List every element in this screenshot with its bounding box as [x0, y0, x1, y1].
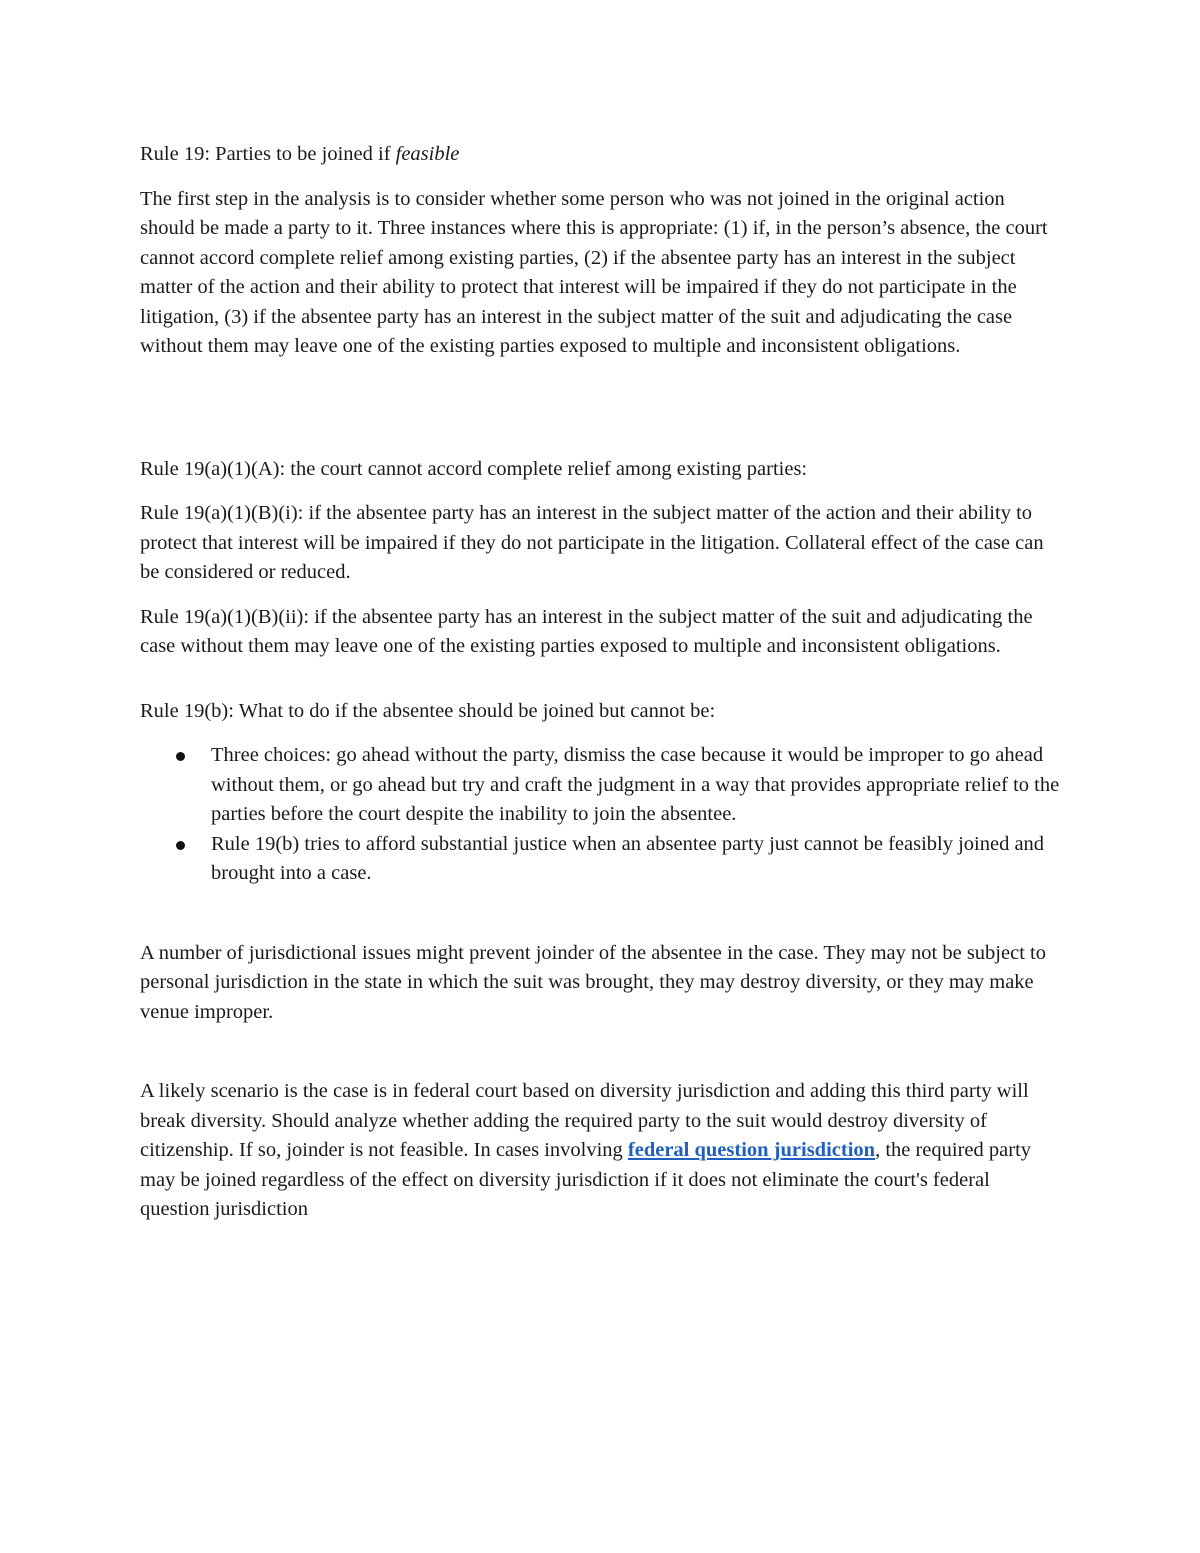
federal-question-jurisdiction-link[interactable]: federal question jurisdiction — [627, 1139, 876, 1161]
list-item-text: Three choices: go ahead without the party, dismiss the case because it would be improper to go ahead without them, or go ahead but try and craft the judgment in a way that provides appropriate relief to the parties before the court despite the inability to join the absentee. — [211, 744, 1060, 825]
document-page — [140, 140, 1062, 1240]
heading-prefix: Rule 19: Parties to be joined if — [140, 143, 396, 165]
rule-19-a-1-B-ii: Rule 19(a)(1)(B)(ii): if the absentee party has an interest in the subject matter of the suit and adjudicating the case without them may leave one of the existing parties exposed to multiple and inconsistent obligations. — [140, 605, 1033, 657]
bullet-icon — [176, 841, 185, 850]
blank-space — [140, 677, 1062, 697]
jurisdiction-paragraph: A number of jurisdictional issues might prevent joinder of the absentee in the case. They may not be subject to personal jurisdiction in the state in which the suit was brought, they may destroy diversity, or they may make venue improper. — [140, 941, 1046, 1023]
rule-19-b-heading: Rule 19(b): What to do if the absentee should be joined but cannot be: — [140, 699, 716, 722]
list-item — [211, 741, 1062, 830]
rule-19-a-1-B-i: Rule 19(a)(1)(B)(i): if the absentee party has an interest in the subject matter of the action and their ability to protect that interest will be impaired if they do not participate in the litigation. Collateral effect of the case can be considered or reduced. — [140, 502, 1044, 583]
blank-space — [140, 904, 1062, 939]
heading-rule-19 — [140, 140, 1062, 170]
list-item — [211, 830, 1062, 889]
heading-emphasis: feasible — [395, 143, 460, 165]
scenario-paragraph — [140, 1077, 1062, 1225]
scenario-text-after-link: , the required party may be joined regardless of the effect on diversity jurisdiction if it does not eliminate the court's federal question jurisdiction — [140, 1139, 1032, 1220]
rule-19-a-1-A: Rule 19(a)(1)(A): the court cannot accord complete relief among existing parties: — [140, 457, 808, 480]
intro-paragraph: The first step in the analysis is to consider whether some person who was not joined in the original action should be made a party to it. Three instances where this is appropriate: (1) if, in the person’s absence, the court cannot accord complete relief among existing parties, (2) if the absentee party has an interest in the subject matter of the action and their ability to protect that interest will be impaired if they do not participate in the litigation, (3) if the absentee party has an interest in the subject matter of the suit and adjudicating the case without them may leave one of the existing parties exposed to multiple and inconsistent obligations. — [140, 187, 1048, 357]
rule-19-b-bullet-list — [140, 741, 1062, 889]
bullet-icon — [176, 752, 185, 761]
scenario-text-before-link: A likely scenario is the case is in federal court based on diversity jurisdiction and adding this third party will break diversity. Should analyze whether adding the required party to the suit would destroy diversity of citizenship. If so, joinder is not feasible. In cases involving — [140, 1080, 1029, 1161]
blank-space — [140, 377, 1062, 455]
list-item-text: Rule 19(b) tries to afford substantial justice when an absentee party just cannot be feasibly joined and brought into a case. — [211, 832, 1045, 884]
blank-space — [140, 1042, 1062, 1077]
